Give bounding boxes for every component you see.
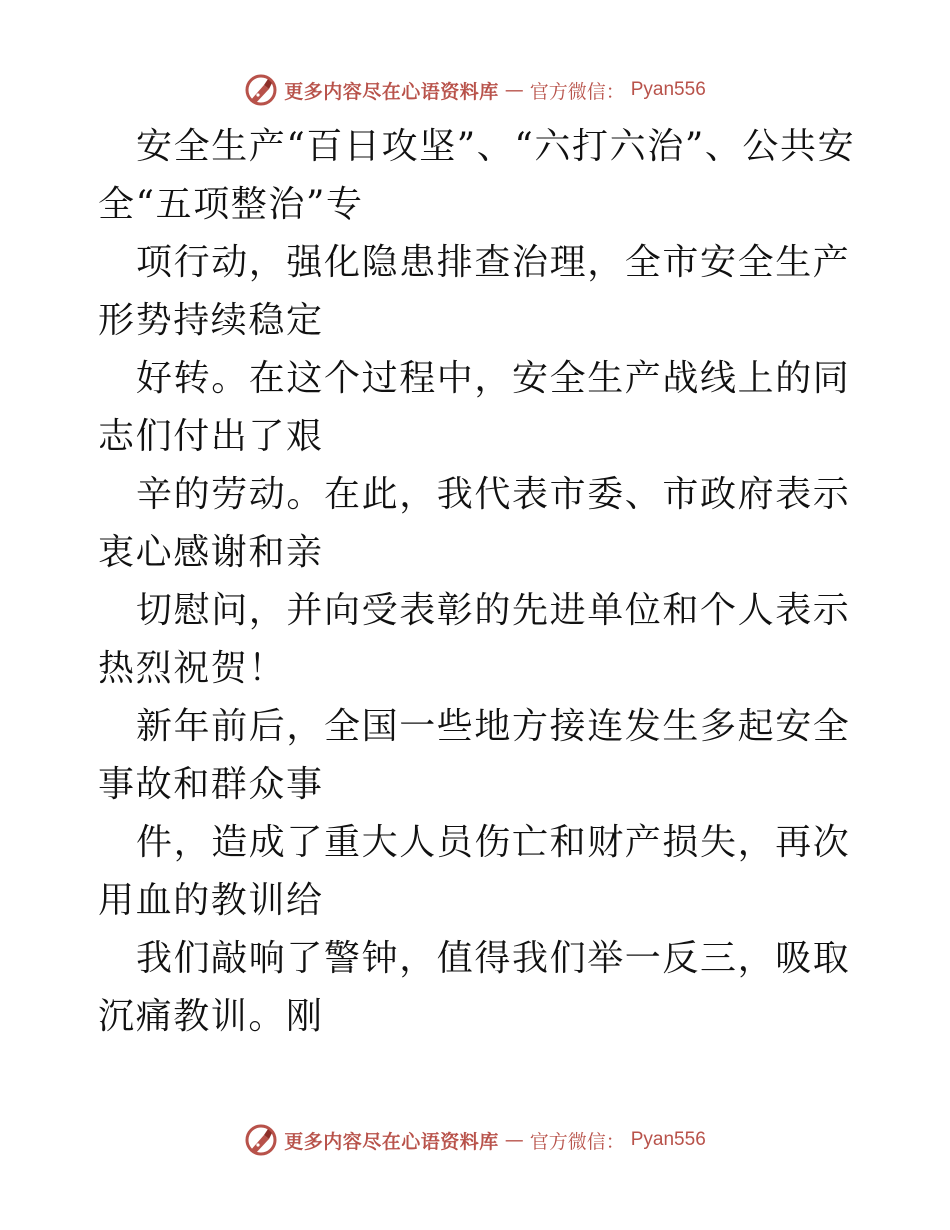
banner-wechat-id: Pyan556 [630,1129,706,1150]
pen-logo-icon [244,1123,278,1157]
banner-wechat-id: Pyan556 [630,79,706,100]
header-banner [0,70,950,110]
document-body [98,118,858,1046]
banner-wechat-label: 官方微信： [529,1130,625,1153]
paragraph: 新年前后，全国一些地方接连发生多起安全事故和群众事 [98,706,851,805]
paragraph: 我们敲响了警钟，值得我们举一反三，吸取沉痛教训。刚 [98,938,851,1037]
banner-site-text: 更多内容尽在心语资料库 [284,80,499,103]
banner-site-text: 更多内容尽在心语资料库 [284,1130,499,1153]
banner-dash: — [504,79,524,101]
paragraph: 件，造成了重大人员伤亡和财产损失，再次用血的教训给 [98,822,851,921]
footer-banner [0,1120,950,1160]
paragraph: 辛的劳动。在此，我代表市委、市政府表示衷心感谢和亲 [98,474,851,573]
paragraph: 切慰问，并向受表彰的先进单位和个人表示热烈祝贺！ [98,590,851,689]
banner-dash: — [504,1129,524,1151]
paragraph: 安全生产“百日攻坚”、“六打六治”、公共安全“五项整治”专 [98,126,856,225]
banner-wechat-label: 官方微信： [529,80,625,103]
paragraph: 好转。在这个过程中，安全生产战线上的同志们付出了艰 [98,358,851,457]
pen-logo-icon [244,73,278,107]
paragraph: 项行动，强化隐患排查治理，全市安全生产形势持续稳定 [98,242,851,341]
